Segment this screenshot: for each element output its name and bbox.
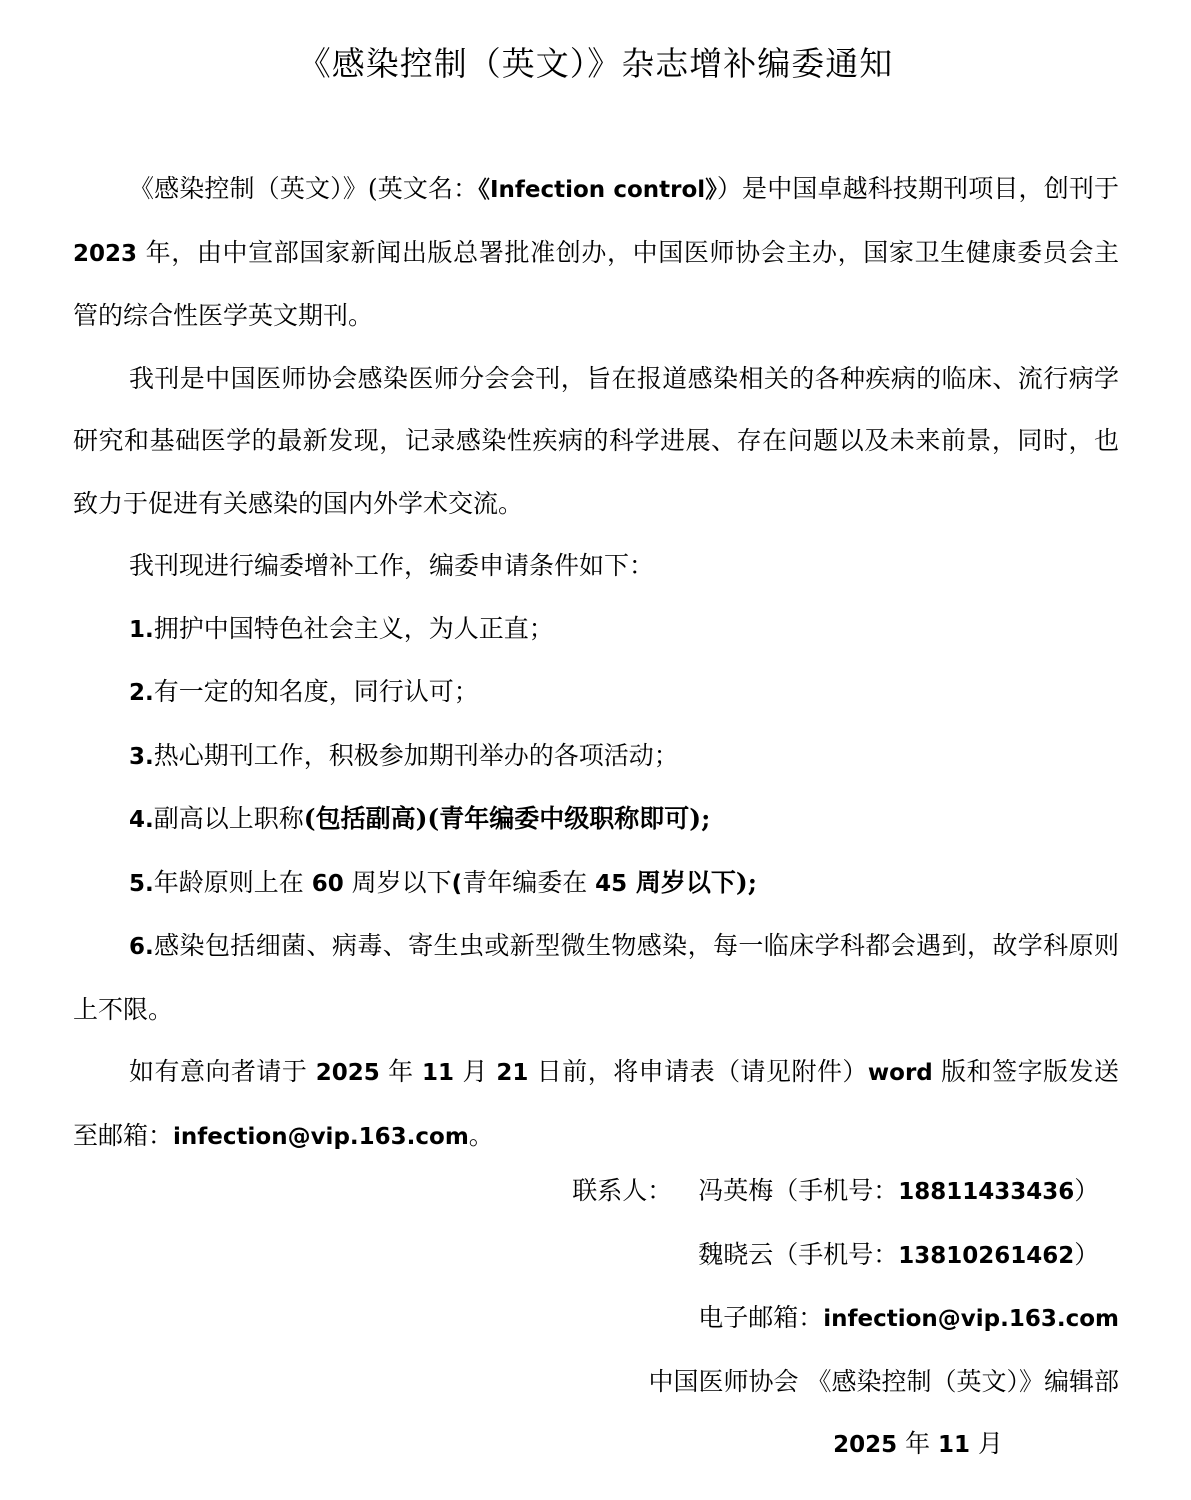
- word-format: word: [867, 1060, 933, 1086]
- date-month: 11: [938, 1432, 971, 1458]
- condition-text: 拥护中国特色社会主义，为人正直；: [153, 613, 554, 643]
- deadline-text-a: 如有意向者请于: [129, 1057, 316, 1086]
- document-body: [73, 158, 1119, 1168]
- intro-paragraph: [73, 158, 1119, 348]
- editorial-office: 中国医师协会 《感染控制（英文）》编辑部: [648, 1366, 1119, 1396]
- condition-tail: (包括副高)(青年编委中级职称即可);: [303, 804, 711, 833]
- condition-text: 感染包括细菌、病毒、寄生虫或新型微生物感染，每一临床学科都会遇到，故学科原则上不限。: [73, 931, 1119, 1024]
- notice-date: [572, 1413, 1119, 1477]
- condition-number: 3.: [129, 743, 154, 770]
- condition-number: 6.: [129, 934, 154, 960]
- condition-text-2: 青年编委在: [462, 867, 596, 897]
- deadline-text-e: 版和签字版发送至邮箱：: [73, 1057, 1119, 1150]
- deadline-text-b: 年: [379, 1057, 423, 1086]
- condition-number: 4.: [129, 807, 154, 833]
- journal-english-name: 《Infection control》: [478, 177, 717, 203]
- contact-phone-2: 13810261462: [898, 1242, 1075, 1269]
- contact-line-1: [572, 1160, 1119, 1224]
- deadline-text-f: 。: [468, 1120, 494, 1150]
- condition-item-2: [73, 661, 1119, 725]
- condition-mid: 周岁以下: [343, 867, 452, 897]
- deadline-year: 2025: [315, 1060, 380, 1086]
- contact-person-1: 冯英梅（手机号：: [698, 1176, 899, 1205]
- condition-text: 有一定的知名度，同行认可；: [153, 677, 479, 706]
- deadline-day: 21: [496, 1060, 529, 1086]
- signature-block: [572, 1160, 1119, 1477]
- condition-item-1: [73, 598, 1119, 662]
- condition-item-6: [73, 915, 1119, 1041]
- condition-number: 1.: [129, 616, 154, 643]
- condition-end: 周岁以下);: [627, 867, 757, 897]
- email-label: 电子邮箱：: [698, 1303, 824, 1332]
- intro-text-c: ）是中国卓越科技期刊项目，创刊于: [716, 174, 1119, 203]
- date-text-end: 月: [970, 1429, 1003, 1458]
- condition-item-4: [73, 788, 1119, 852]
- document-title: 《感染控制（英文）》杂志增补编委通知: [297, 44, 894, 83]
- condition-text: 副高以上职称: [153, 804, 304, 833]
- paren-open: (: [451, 870, 463, 897]
- condition-text: 热心期刊工作，积极参加期刊举办的各项活动；: [153, 740, 679, 770]
- date-text: 年: [897, 1429, 939, 1458]
- deadline-text-d: 日前，将申请表（请见附件）: [528, 1057, 868, 1086]
- contact-email[interactable]: infection@vip.163.com: [823, 1306, 1119, 1332]
- deadline-text-c: 月: [454, 1057, 497, 1086]
- intro-text-a: 《感染控制（英文）》(英文名：: [129, 174, 479, 203]
- intro-text-d: 年，由中宣部国家新闻出版总署批准创办，中国医师协会主办，国家卫生健康委员会主管的综合性医学英文期刊。: [73, 237, 1119, 330]
- condition-item-5: [73, 852, 1119, 916]
- submission-email[interactable]: infection@vip.163.com: [173, 1123, 469, 1150]
- founding-year: 2023: [73, 240, 138, 267]
- contact-label: 联系人：: [572, 1176, 673, 1205]
- paren-close: ）: [1074, 1239, 1100, 1269]
- condition-number: 2.: [129, 680, 154, 706]
- contact-line-2: [572, 1224, 1119, 1288]
- deadline-month: 11: [422, 1060, 455, 1086]
- deadline-paragraph: [73, 1041, 1119, 1168]
- date-year: 2025: [833, 1432, 898, 1458]
- age-limit: 60: [311, 870, 344, 897]
- contact-phone-1: 18811433436: [898, 1179, 1075, 1205]
- paren-close: ）: [1074, 1176, 1100, 1205]
- contact-person-2: 魏晓云（手机号：: [698, 1239, 899, 1269]
- condition-number: 5.: [129, 870, 154, 897]
- youth-age-limit: 45: [595, 870, 628, 897]
- recruit-paragraph: 我刊现进行编委增补工作，编委申请条件如下：: [129, 551, 655, 580]
- contact-email-line: [572, 1287, 1119, 1351]
- condition-text: 年龄原则上在: [153, 867, 312, 897]
- condition-item-3: [73, 725, 1119, 789]
- aim-paragraph: 我刊是中国医师协会感染医师分会会刊，旨在报道感染相关的各种疾病的临床、流行病学研究和基础医学的最新发现，记录感染性疾病的科学进展、存在问题以及未来前景，同时，也致力于促进有关感染的国内外学术交流。: [73, 363, 1119, 518]
